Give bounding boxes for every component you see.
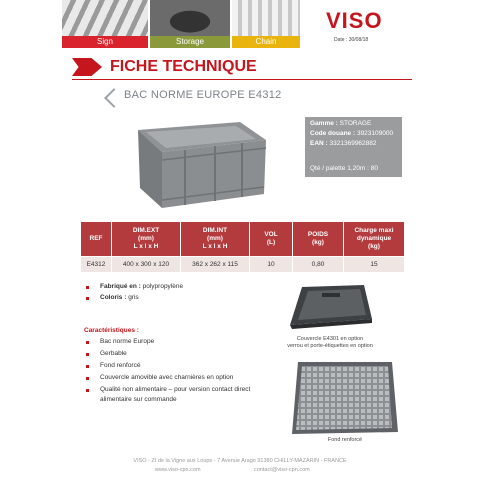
title-divider: [72, 79, 412, 80]
tab-chain[interactable]: Chain: [232, 36, 300, 48]
viso-logo: VISO: [326, 8, 383, 33]
footer-address: VISO - ZI de la Vigne aux Loups - 7 Avenue Arago 91380 CHILLY-MAZARIN - FRANCE: [133, 458, 347, 464]
bullet-icon: [86, 377, 89, 380]
cell-vol: 10: [250, 257, 293, 273]
list-item: Gerbable: [100, 350, 127, 357]
douane-label: Code douane :: [310, 130, 356, 137]
list-item: Qualité non alimentaire – pour version contact direct: [100, 386, 251, 393]
bullet-icon: [86, 353, 89, 356]
chain-photo: [232, 0, 300, 36]
palette-quantity: Qté / palette 1,20m : 80: [310, 165, 378, 172]
tab-storage[interactable]: Storage: [150, 36, 230, 48]
gamme-label: Gamme :: [310, 120, 338, 127]
header-dim-int: DIM.INT (mm) L x l x H: [181, 222, 250, 257]
reinforced-bottom-image: [288, 360, 400, 436]
footer-email-link[interactable]: contact@viso-cpn.com: [254, 467, 310, 473]
table-row: [81, 257, 405, 273]
tab-sign[interactable]: Sign: [62, 36, 148, 48]
coloris-line: Coloris : gris: [100, 294, 139, 301]
document-date: Date : 30/08/18: [334, 37, 369, 43]
sign-photo: [62, 0, 148, 36]
header-ref: REF: [81, 222, 112, 257]
lid-caption-line2: verrou et porte-étiquettes en option: [287, 343, 373, 349]
footer-website-link[interactable]: www.viso-cpn.com: [155, 467, 201, 473]
caracteristiques-title: Caractéristiques :: [84, 327, 139, 334]
table-header-row: [81, 222, 405, 257]
header-vol: VOL (L): [250, 222, 293, 257]
chevron-left-icon: [104, 88, 124, 108]
list-item: alimentaire sur commande: [100, 396, 177, 403]
fabrique-line: Fabriqué en : polypropylène: [100, 283, 184, 290]
header-charge: Charge maxi dynamique (kg): [344, 222, 405, 257]
cell-poids: 0,80: [293, 257, 344, 273]
product-info-box: [305, 117, 402, 177]
cell-ref: E4312: [81, 257, 112, 273]
bullet-icon: [86, 365, 89, 368]
bullet-icon: [86, 297, 89, 300]
bullet-icon: [86, 341, 89, 344]
storage-photo: [150, 0, 230, 36]
header-poids: POIDS (kg): [293, 222, 344, 257]
cell-dim-ext: 400 x 300 x 120: [112, 257, 181, 273]
bullet-icon: [86, 286, 89, 289]
ean-value: 3321369962882: [329, 140, 377, 147]
ean-label: EAN :: [310, 140, 328, 147]
cell-dim-int: 362 x 262 x 115: [181, 257, 250, 273]
chevron-icon: [72, 58, 102, 76]
list-item: Bac norme Europe: [100, 338, 155, 345]
crate-image: [130, 118, 270, 210]
fond-caption: Fond renforcé: [327, 437, 363, 443]
spec-table: [80, 221, 405, 273]
list-item: Fond renforcé: [100, 362, 141, 369]
list-item: Couvercle amovible avec charnières en option: [100, 374, 234, 381]
cell-charge: 15: [344, 257, 405, 273]
gamme-value: STORAGE: [339, 120, 372, 127]
page-title: FICHE TECHNIQUE: [110, 58, 257, 75]
douane-value: 3923109000: [356, 130, 394, 137]
header-dim-ext: DIM.EXT (mm) L x l x H: [112, 222, 181, 257]
lid-caption-line1: Couvercle E4301 en option: [296, 336, 364, 342]
lid-image: [284, 283, 376, 333]
product-subtitle: BAC NORME EUROPE E4312: [124, 89, 282, 101]
bullet-icon: [86, 389, 89, 392]
